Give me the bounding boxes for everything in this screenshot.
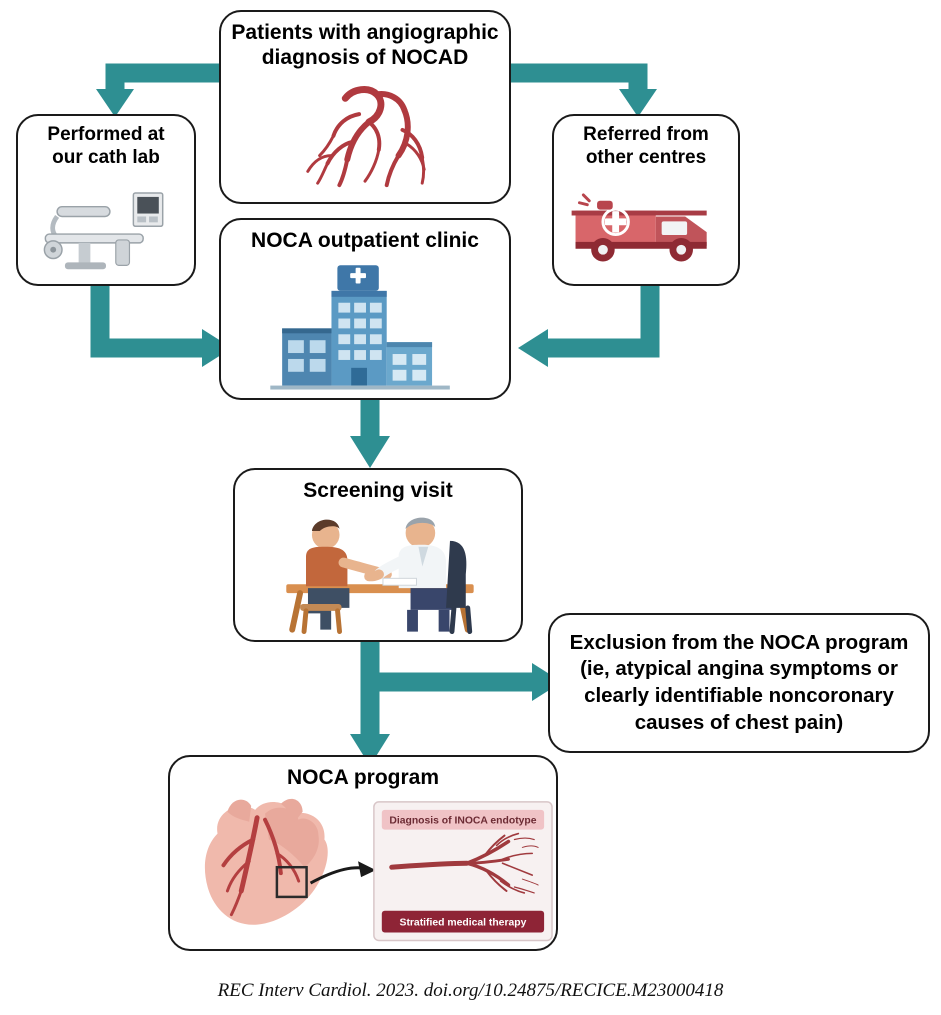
node-screening[interactable]	[233, 468, 523, 642]
node-clinic[interactable]	[219, 218, 511, 400]
arrow-referred-to-clinic	[510, 275, 670, 385]
node-exclusion-line3: clearly identifiable noncoronary	[584, 684, 894, 707]
citation-caption: REC Interv Cardiol. 2023. doi.org/10.24875/RECICE.M23000418	[217, 980, 724, 1001]
node-exclusion-line1: Exclusion from the NOCA program	[569, 630, 909, 654]
node-program[interactable]	[168, 755, 558, 951]
svg-text:Diagnosis of INOCA endotype: Diagnosis of INOCA endotype	[389, 815, 537, 827]
hospital-building-icon	[221, 255, 509, 398]
cath-lab-icon	[18, 172, 194, 284]
node-referred-line1: Referred from	[583, 124, 709, 145]
node-exclusion-line2: (ie, atypical angina symptoms or	[580, 657, 898, 681]
coronary-arteries-icon	[221, 72, 509, 202]
svg-text:Stratified medical therapy: Stratified medical therapy	[399, 917, 527, 929]
node-referred[interactable]	[552, 114, 740, 286]
node-cathlab-title	[18, 116, 194, 172]
ambulance-icon	[554, 172, 738, 284]
node-cathlab-line1: Performed at	[47, 124, 165, 145]
node-program-line1: NOCA program	[286, 766, 440, 789]
node-nocad-line1: Patients with angiographic	[231, 21, 499, 44]
node-exclusion-line4: causes of chest pain)	[634, 710, 844, 734]
node-program-title	[170, 757, 556, 792]
node-referred-line2: other centres	[585, 146, 707, 168]
node-referred-title	[554, 116, 738, 172]
heart-and-inoca-panel-icon	[170, 792, 556, 950]
doctor-and-patient-icon	[235, 505, 521, 640]
node-cathlab-line2: our cath lab	[52, 146, 160, 168]
node-screening-title	[235, 470, 521, 505]
node-nocad-line2: diagnosis of NOCAD	[261, 46, 469, 70]
node-clinic-line1: NOCA outpatient clinic	[251, 229, 479, 252]
node-exclusion[interactable]	[548, 613, 930, 753]
node-exclusion-title	[550, 630, 928, 737]
arrow-clinic-to-screening	[340, 398, 400, 470]
arrow-cathlab-to-clinic	[80, 275, 240, 385]
arrow-screening-to-program	[340, 640, 400, 768]
node-nocad[interactable]	[219, 10, 511, 204]
node-screening-line1: Screening visit	[303, 479, 453, 502]
node-cathlab[interactable]	[16, 114, 196, 286]
node-clinic-title	[221, 220, 509, 255]
node-nocad-title	[221, 12, 509, 72]
